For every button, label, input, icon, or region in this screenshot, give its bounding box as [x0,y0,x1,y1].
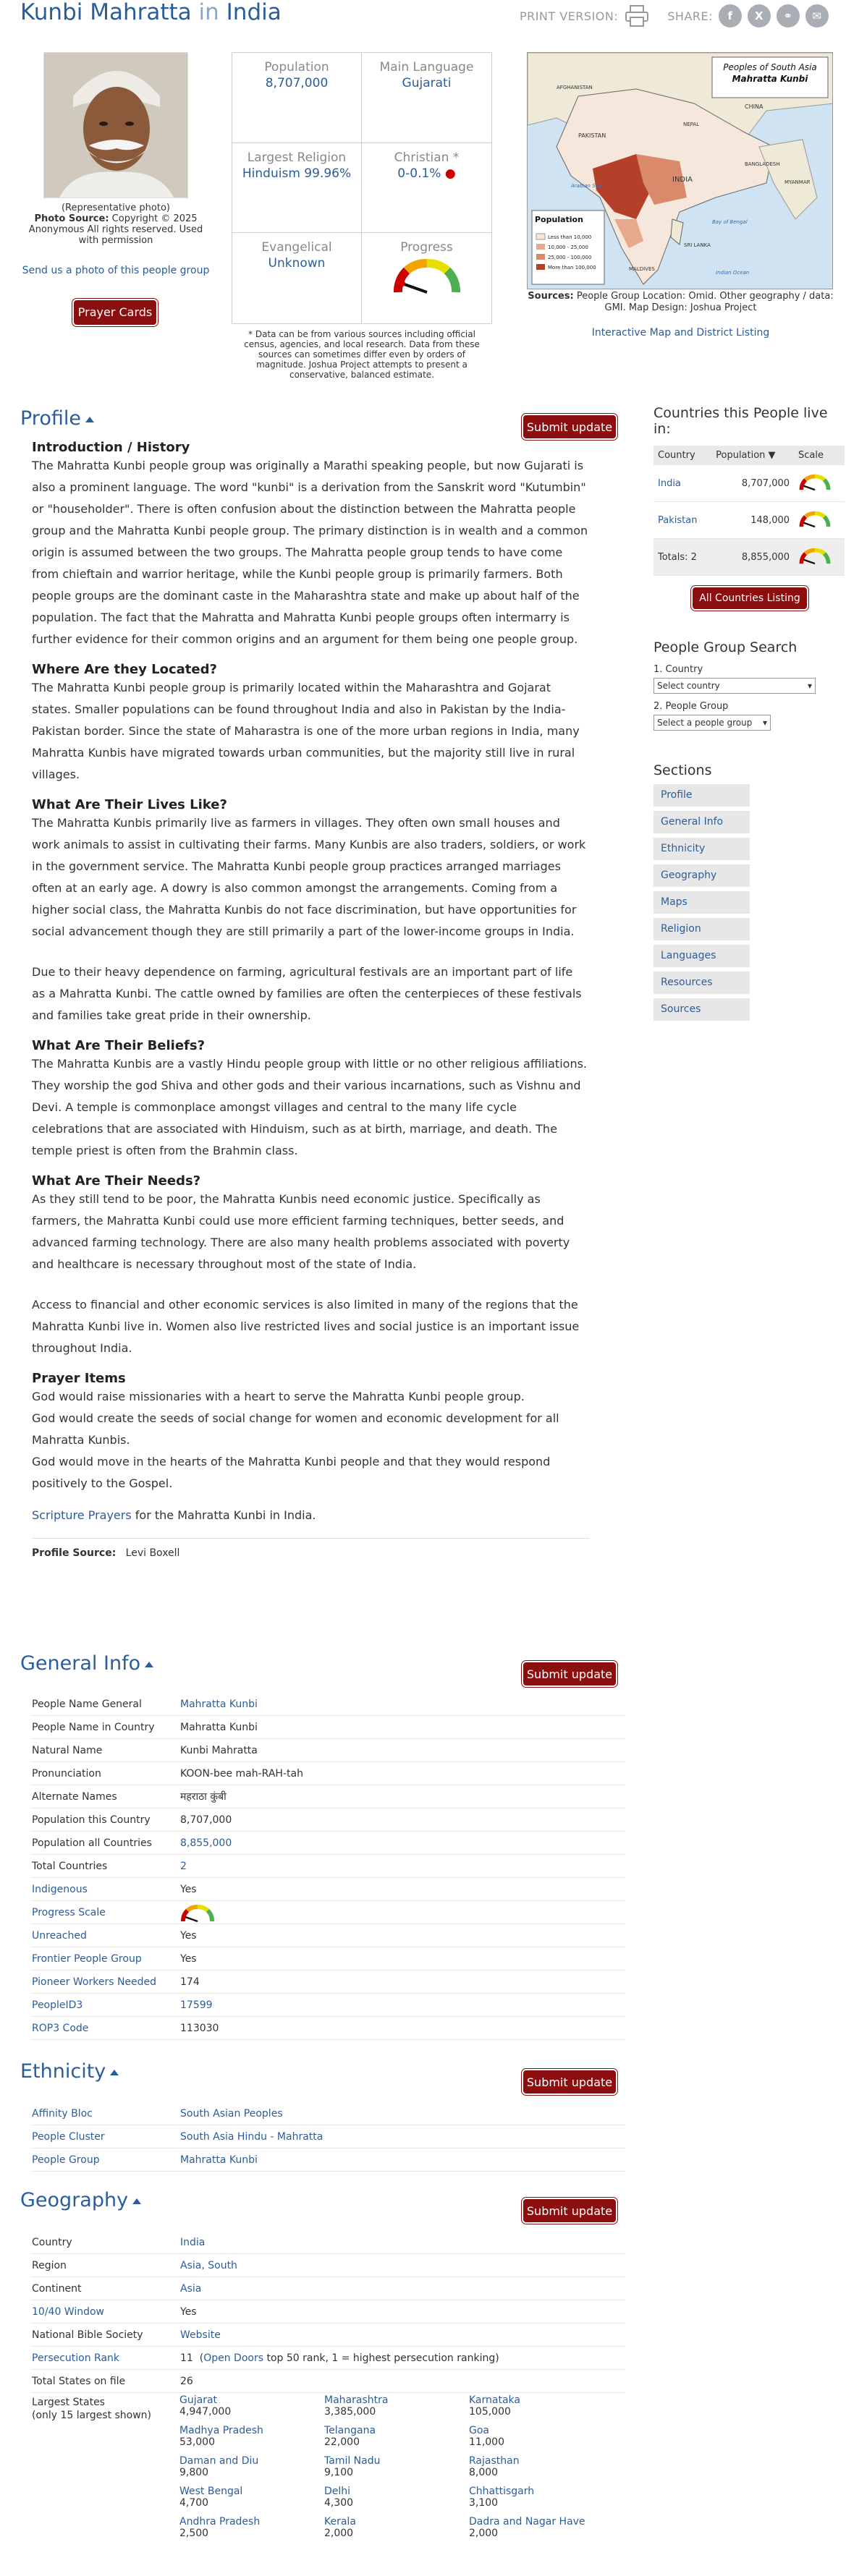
map-label: NEPAL [683,122,700,127]
profile-heading[interactable] [20,407,94,430]
state-link[interactable]: Telangana [324,2425,376,2436]
state-item [179,2394,324,2418]
largest-states-grid [179,2394,614,2539]
stat-value[interactable]: Gujarati [402,76,452,90]
collapse-icon[interactable] [145,1662,153,1667]
chevron-down-icon: ▾ [807,681,812,691]
send-photo-link[interactable]: Send us a photo of this people group [22,265,210,276]
row-value: 8,707,000 [180,1814,232,1826]
state-population: 8,000 [469,2467,499,2478]
table-row [32,1716,625,1739]
facebook-icon[interactable]: f [719,4,742,27]
progress-scale-icon[interactable] [180,1903,215,1923]
email-icon[interactable]: ✉ [805,4,829,27]
state-item [324,2394,469,2418]
country-select[interactable] [653,678,816,694]
submit-update-button[interactable]: Submit update [522,1661,617,1687]
people-group-select-label: 2. People Group [653,701,729,712]
row-value[interactable]: Mahratta Kunbi [180,1698,258,1710]
profile-body [32,440,589,1559]
row-label: Pronunciation [32,1767,101,1780]
page-title: Kunbi Mahratta in India [20,0,282,25]
photo-source-text: Copyright © 2025 Anonymous All rights reserved. Used with permission [28,213,203,246]
section-heading: Prayer Items [32,1371,126,1386]
state-population: 4,700 [179,2497,209,2509]
table-row [32,1878,625,1901]
country-select-value: Select country [657,681,720,691]
nav-general-info[interactable]: General Info [653,811,750,833]
progress-scale-icon[interactable] [798,472,832,491]
row-value[interactable]: 2 [180,1860,187,1872]
table-row [32,1785,625,1808]
row-value: 113030 [180,2022,219,2034]
state-item [469,2425,614,2448]
map-legend-title: Population [535,215,583,224]
largest-states-label [32,2396,151,2422]
table-row: Persecution Rank 11 (Open Doors top 50 rank, 1 = highest persecution ranking) [32,2347,625,2370]
state-link[interactable]: Tamil Nadu [324,2455,381,2467]
row-label: Continent [32,2282,82,2295]
table-row [32,2125,625,2148]
map-label: INDIA [672,176,693,184]
row-label: Country [32,2236,72,2248]
table-row [32,1739,625,1762]
state-item [179,2425,324,2448]
persecution-rank: 11 [180,2352,193,2364]
nav-resources[interactable]: Resources [653,972,750,994]
row-label[interactable]: 10/40 Window [32,2305,104,2318]
print-label: PRINT VERSION: [519,9,619,23]
totals-label: Totals: 2 [653,539,711,576]
table-row [32,2277,625,2300]
progress-scale-icon [798,546,832,565]
state-link[interactable]: Maharashtra [324,2394,389,2406]
map-label: BANGLADESH [745,161,780,167]
row-label: National Bible Society [32,2329,143,2341]
profile-heading-text: Profile [20,407,81,430]
scripture-prayers-link[interactable]: Scripture Prayers [32,1508,132,1522]
stats-grid [232,52,492,324]
stat-value[interactable]: Unknown [268,256,326,271]
row-value: Yes [180,1952,197,1965]
map-label: MALDIVES [629,266,655,272]
state-link[interactable]: Rajasthan [469,2455,520,2467]
general-info-heading[interactable] [20,1652,153,1675]
row-label[interactable]: ROP3 Code [32,2022,89,2034]
state-item [324,2455,469,2478]
table-row [32,1855,625,1878]
state-population: 105,000 [469,2406,511,2418]
table-row [32,2300,625,2324]
interactive-map-link[interactable]: Interactive Map and District Listing [591,327,770,339]
table-row [32,1693,625,1716]
nav-languages[interactable]: Languages [653,945,750,967]
row-value: Mahratta Kunbi [180,1721,258,1733]
section-heading: What Are Their Lives Like? [32,797,227,812]
stat-value[interactable]: 0-0.1% [397,166,441,181]
profile-source-text: Levi Boxell [125,1547,180,1559]
row-label: Total States on file [32,2375,126,2387]
sections-heading: Sections [653,762,712,778]
submit-update-button[interactable]: Submit update [522,2069,617,2095]
state-link[interactable]: Kerala [324,2516,356,2528]
column-header: Country [653,446,711,465]
row-value[interactable]: Website [180,2329,221,2341]
row-value: Kunbi Mahratta [180,1744,258,1756]
map-title-line1: Peoples of South Asia [723,62,817,72]
all-countries-button[interactable]: All Countries Listing [691,586,808,611]
sections-nav [653,784,846,1021]
table-row [32,1971,625,1994]
map-label: PAKISTAN [578,132,606,139]
state-item [179,2455,324,2478]
row-label[interactable]: Affinity Bloc [32,2107,93,2120]
state-link[interactable]: Madhya Pradesh [179,2425,263,2436]
countries-heading: Countries this People live in: [653,405,828,437]
section-heading: Introduction / History [32,440,190,455]
state-link[interactable]: Delhi [324,2486,351,2497]
table-row [32,2102,625,2125]
table-row [32,1924,625,1947]
state-item [469,2516,614,2539]
collapse-icon[interactable] [110,2070,119,2075]
stat-christian [362,143,491,234]
state-population: 2,000 [469,2528,499,2539]
row-label: Largest States [32,2397,105,2408]
table-row [32,2148,625,2172]
row-value: 26 [180,2375,193,2387]
table-row [32,2324,625,2347]
state-link[interactable]: Gujarat [179,2394,218,2406]
people-photo [43,52,188,198]
paragraph: The Mahratta Kunbis primarily live as farmers in villages. They often own small houses and work animals to assist in cultivating their farms. Many Kunbis are also traders, soldiers, or work in the government service. The Mahratta Kunbi people group practices arranged marriages often at an early age. A dowry is also common amongst the arrangements. Coming from a higher social class, the Mahratta Kunbis do not face discrimination, but have opportunities for social advancement though they are still primarily a part of the lower-income groups in India. [32,816,586,938]
row-value[interactable]: Mahratta Kunbi [180,2154,258,2166]
progress-gauge-icon[interactable] [392,255,462,298]
state-item [179,2516,324,2539]
paragraph: Due to their heavy dependence on farming, agricultural festivals are an important part of life as a Mahratta Kunbi. The cattle owned by families are often the centerpieces of these festivals and families take great pride in their ownership. [32,965,582,1022]
ethnicity-heading-text: Ethnicity [20,2060,106,2083]
nav-geography[interactable]: Geography [653,864,750,887]
man-portrait-image [44,53,188,198]
people-group-select-value: Select a people group [657,718,753,728]
row-value[interactable]: South Asian Peoples [180,2107,283,2120]
row-label[interactable]: Persecution Rank [32,2352,120,2364]
stat-label: Progress [400,240,453,255]
country-link[interactable]: Pakistan [658,514,698,526]
link-icon[interactable]: ⚭ [777,4,800,27]
row-label: Population this Country [32,1814,151,1826]
row-label: Population all Countries [32,1837,152,1849]
scripture-text: for the Mahratta Kunbi in India. [135,1508,316,1522]
state-population: 3,100 [469,2497,499,2509]
stat-label: Main Language [379,60,474,75]
countries-table [653,446,845,576]
ethnicity-table [32,2102,625,2172]
stat-label: Evangelical [261,240,332,255]
prayer-item: God would move in the hearts of the Mahratta Kunbi people and that they would respond positively to the Gospel. [32,1455,551,1490]
paragraph: The Mahratta Kunbi people group is primarily located within the Maharashtra and Gojarat states. Smaller populations can be found throughout India and also in Pakistan by the India-Pakistan border. Since the state of Maharastra is one of the more urban regions in India, many Mahratta Kunbis have migrated towards urban communities, but the majority still live in rural villages. [32,681,580,781]
state-item [324,2516,469,2539]
state-population: 9,100 [324,2467,354,2478]
stat-population [232,53,362,143]
state-link[interactable]: Chhattisgarh [469,2486,535,2497]
share-label: SHARE: [667,9,713,23]
state-link[interactable]: Karnataka [469,2394,520,2406]
state-link[interactable]: Andhra Pradesh [179,2516,261,2528]
stat-largest-religion [232,143,362,234]
map-legend [548,232,596,273]
progress-scale-icon[interactable] [798,509,832,528]
table-row [32,1832,625,1855]
prayer-item: God would create the seeds of social change for women and economic development for all Mahratta Kunbis. [32,1411,559,1447]
state-link[interactable]: Daman and Diu [179,2455,259,2467]
general-info-table [32,1693,625,2040]
row-label[interactable]: Progress Scale [32,1906,106,1918]
geography-table [32,2231,625,2393]
country-link[interactable]: India [658,477,681,489]
profile-source-label: Profile Source: [32,1547,117,1559]
row-value: Yes [180,1883,197,1895]
collapse-icon[interactable] [85,417,94,422]
collapse-icon[interactable] [132,2198,141,2204]
row-label[interactable]: People Group [32,2154,100,2166]
country-population: 8,707,000 [711,465,794,502]
stat-value: 8,707,000 [265,76,329,90]
photo-source-label: Photo Source: [34,213,109,224]
state-item [469,2455,614,2478]
submit-update-button[interactable]: Submit update [522,2198,617,2224]
paragraph: The Mahratta Kunbi people group was originally a Marathi speaking people, but now Gujarati is also a prominent language. The word "kunbi" is a derivation from the Sanskrit word "Kutumbin" or "householder". There is often confusion about the distinction between the Mahratta people group and the Mahratta Kunbi people group. The primary distinction is in wealth and a common origin is assumed between the two groups. The Mahratta people group tends to have come from chieftain and warrior heritage, while the Kunbi people group is primarily farmers. Both people groups are the dominant caste in the Maharashtra state and make up about half of the population. The fact that the Mahratta and Mahratta Kunbi people groups often intermarry is further evidence for their common origins and an argument for them being one people group. [32,459,588,646]
people-group-select[interactable] [653,715,771,731]
state-item [324,2486,469,2509]
column-header[interactable]: Population ▼ [711,446,794,465]
state-population: 3,385,000 [324,2406,376,2418]
row-value: महराठा कुंबी [180,1791,227,1803]
row-label[interactable]: Pioneer Workers Needed [32,1976,157,1988]
persecution-text: top 50 rank, 1 = highest persecution ranking) [266,2352,499,2364]
nav-maps[interactable]: Maps [653,891,750,914]
row-value[interactable]: South Asia Hindu - Mahratta [180,2130,323,2143]
row-label[interactable]: Frontier People Group [32,1952,142,1965]
table-row [32,2017,625,2040]
map-sources [520,291,842,314]
open-doors-link[interactable]: Open Doors [203,2352,264,2364]
stat-value[interactable]: Hinduism 99.96% [242,166,352,181]
x-twitter-icon[interactable]: X [748,4,771,27]
people-map[interactable] [527,52,833,289]
row-label: People Name General [32,1698,142,1710]
state-population: 22,000 [324,2436,360,2448]
geography-heading[interactable] [20,2189,141,2211]
map-label: CHINA [745,103,763,110]
stat-main-language [362,53,491,143]
state-link[interactable]: West Bengal [179,2486,243,2497]
table-row [32,1901,625,1924]
row-value[interactable]: Asia [180,2282,202,2295]
table-row [653,502,845,539]
state-population: 53,000 [179,2436,215,2448]
map-label: Arabian Sea [571,183,602,189]
totals-row [653,539,845,576]
table-row [32,1947,625,1971]
submit-update-button[interactable]: Submit update [522,414,617,440]
state-population: 2,000 [324,2528,354,2539]
general-info-heading-text: General Info [20,1652,141,1675]
state-item [179,2486,324,2509]
column-header: Scale [794,446,845,465]
nav-religion[interactable]: Religion [653,918,750,940]
red-dot-icon: ● [444,166,456,181]
row-label: Natural Name [32,1744,103,1756]
chevron-down-icon: ▾ [762,718,767,728]
state-item [469,2486,614,2509]
map-legend-item: 25,000 - 100,000 [548,255,592,260]
section-heading: What Are Their Needs? [32,1173,201,1189]
row-label: People Name in Country [32,1721,155,1733]
row-value: 174 [180,1976,200,1988]
table-row [32,2254,625,2277]
state-item [324,2425,469,2448]
section-heading: What Are Their Beliefs? [32,1038,206,1053]
map-legend-item: More than 100,000 [548,265,596,271]
state-item [469,2394,614,2418]
map-label: MYANMAR [784,179,811,185]
country-population: 148,000 [711,502,794,539]
state-population: 11,000 [469,2436,504,2448]
nav-ethnicity[interactable]: Ethnicity [653,838,750,860]
photo-caption-text: (Representative photo) [61,203,170,213]
state-population: 9,800 [179,2467,209,2478]
map-label: Bay of Bengal [712,219,748,225]
prayer-item: God would raise missionaries with a heart to serve the Mahratta Kunbi people group. [32,1390,525,1403]
stat-label: Christian * [394,150,460,165]
row-value: KOON-bee mah-RAH-tah [180,1767,303,1780]
top-toolbar [520,4,829,27]
map-label: AFGHANISTAN [557,85,593,90]
map-legend-item: Less than 10,000 [548,234,592,240]
table-row [32,2370,625,2393]
paragraph: As they still tend to be poor, the Mahratta Kunbis need economic justice. Specifically as farmers, the Mahratta Kunbi could use more efficient farming techniques, better seeds, and advanced farming technology. There are also many health problems associated with poverty and healthcare is necessary throughout most of the state of India. [32,1192,570,1271]
table-row [32,1808,625,1832]
map-title [712,61,828,85]
state-link[interactable]: Dadra and Nagar Have [469,2516,585,2528]
map-label: Indian Ocean [716,270,750,276]
map-legend-item: 10,000 - 25,000 [548,245,588,250]
stat-evangelical [232,233,362,323]
table-row [653,465,845,502]
country-select-label: 1. Country [653,664,703,675]
photo-caption [19,203,213,246]
row-value[interactable]: 17599 [180,1999,213,2011]
row-label[interactable]: Unreached [32,1929,87,1942]
printer-icon[interactable] [624,4,650,27]
row-value: Yes [180,2305,197,2318]
map-sources-text: People Group Location: Omid. Other geography / data: GMI. Map Design: Joshua Project [576,291,834,313]
state-population: 4,300 [324,2497,354,2509]
row-label: Alternate Names [32,1790,117,1803]
state-population: 4,947,000 [179,2406,232,2418]
map-label: SRI LANKA [684,242,711,248]
paragraph: The Mahratta Kunbis are a vastly Hindu people group with little or no other religious affiliations. They worship the god Shiva and other gods and their various incarnations, such as Vishnu and Devi. A temple is commonplace amongst villages and central to the many life cycle celebrations that are associated with Hinduism, such as at birth, marriage, and death. The temple priest is often from the Brahmin class. [32,1057,587,1157]
map-sources-label: Sources: [528,291,574,302]
row-label[interactable]: Indigenous [32,1883,88,1895]
state-link[interactable]: Goa [469,2425,489,2436]
section-heading: Where Are they Located? [32,662,217,677]
paragraph: Access to financial and other economic services is also limited in many of the regions that the Mahratta Kunbi live in. Women also live restricted lives and social justice is an important issue throughout India. [32,1298,580,1355]
geography-heading-text: Geography [20,2189,129,2211]
row-label: Region [32,2259,67,2271]
row-value[interactable]: India [180,2236,206,2248]
row-label: Total Countries [32,1860,108,1872]
totals-value: 8,855,000 [711,539,794,576]
stat-label: Population [264,60,329,75]
data-note: * Data can be from various sources including official census, agencies, and local research. Data from these sources can sometimes differ even by orders of magnitude. Joshua Project attempts to present a conservative, balanced estimate. [244,329,480,380]
nav-profile[interactable]: Profile [653,784,750,807]
row-label[interactable]: PeopleID3 [32,1999,83,2011]
table-row [32,2231,625,2254]
profile-source [32,1538,589,1559]
row-label[interactable]: People Cluster [32,2130,105,2143]
row-value[interactable]: 8,855,000 [180,1837,232,1849]
nav-sources[interactable]: Sources [653,998,750,1021]
map-title-line2: Mahratta Kunbi [732,74,808,84]
stat-progress [362,233,491,323]
people-search-heading: People Group Search [653,639,798,655]
table-row [32,1762,625,1785]
table-row [32,1994,625,2017]
row-value[interactable]: Asia, South [180,2259,237,2271]
stat-label: Largest Religion [247,150,347,165]
row-label-note: (only 15 largest shown) [32,2410,152,2421]
ethnicity-heading[interactable] [20,2060,119,2083]
prayer-cards-button[interactable]: Prayer Cards [72,299,158,326]
sidebar [653,405,846,1025]
row-value: Yes [180,1929,197,1942]
state-population: 2,500 [179,2528,209,2539]
